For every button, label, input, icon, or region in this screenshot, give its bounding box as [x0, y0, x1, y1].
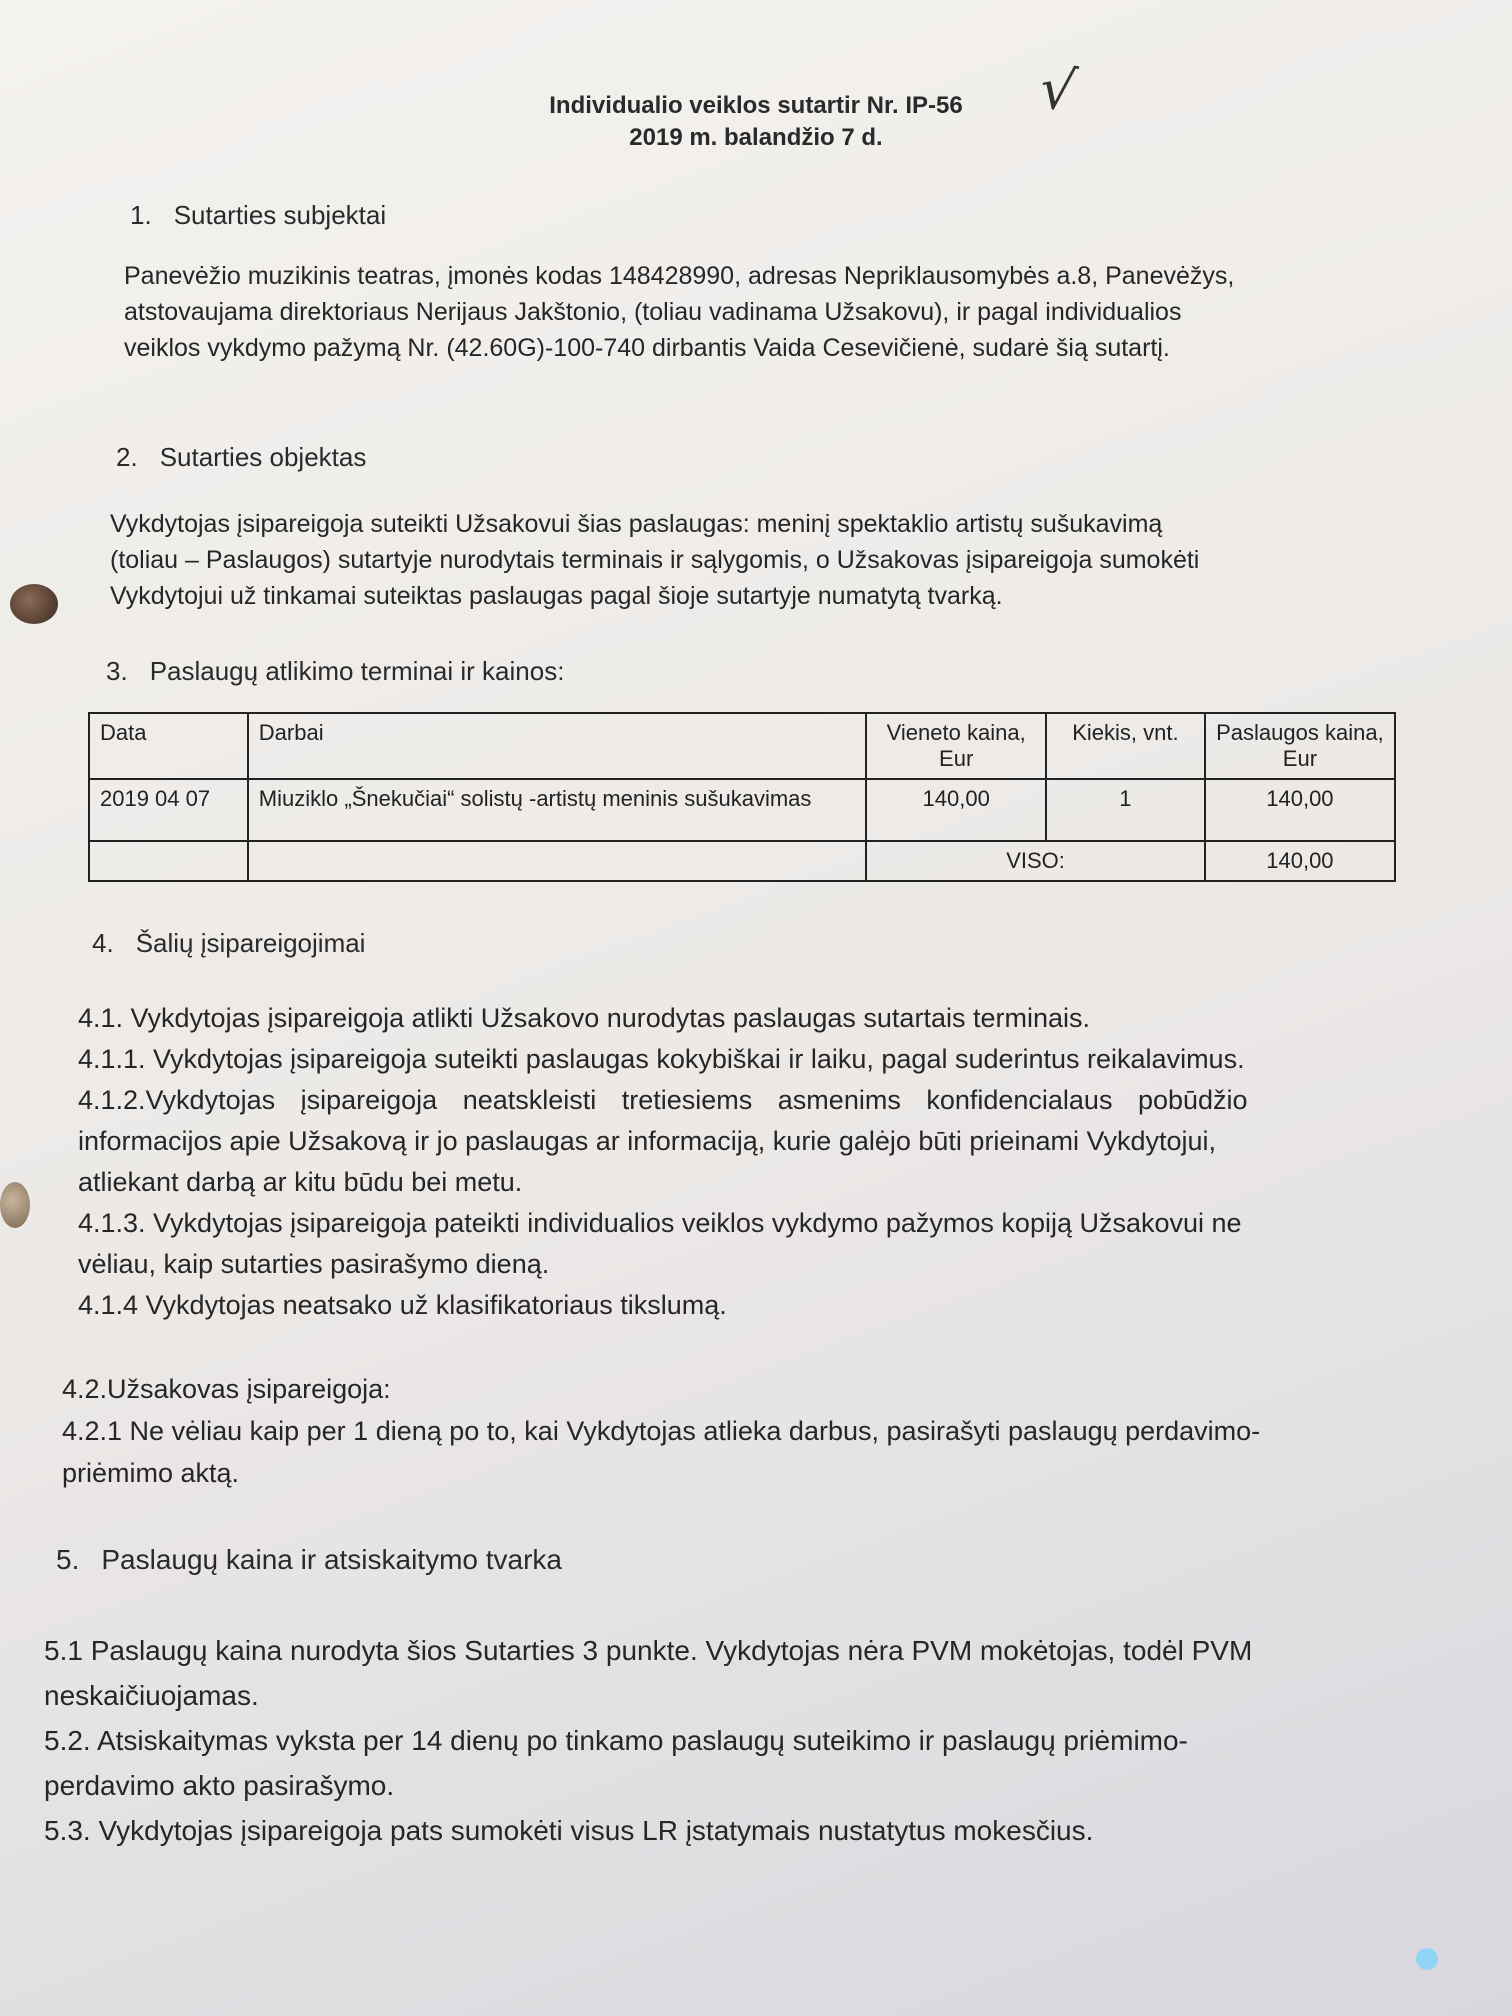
paragraph-line: 4.1.2.Vykdytojas įsipareigoja neatskleisti tretiesiems asmenims konfidencialaus pobūdžio: [78, 1085, 1248, 1115]
section-5-heading: [56, 1544, 562, 1576]
paragraph-line: 5.3. Vykdytojas įsipareigoja pats sumokėti visus LR įstatymais nustatytus mokesčius.: [44, 1815, 1094, 1846]
paragraph-line: vėliau, kaip sutarties pasirašymo dieną.: [78, 1249, 550, 1279]
table-header-row: [89, 713, 1395, 779]
paragraph-line: veiklos vykdymo pažymą Nr. (42.60G)-100-740 dirbantis Vaida Cesevičienė, sudarė šią sutartį.: [124, 334, 1170, 362]
paragraph-line: 5.2. Atsiskaitymas vyksta per 14 dienų po tinkamo paslaugų suteikimo ir paslaugų priėmimo-: [44, 1725, 1188, 1756]
section-title: Šalių įsipareigojimai: [135, 928, 366, 958]
paragraph-line: 4.2.Užsakovas įsipareigoja:: [62, 1374, 391, 1404]
header-cell-unit-price: Vieneto kaina, Eur: [866, 713, 1046, 779]
punch-hole: [10, 584, 58, 624]
section-2-heading: [116, 442, 366, 473]
paragraph-line: (toliau – Paslaugos) sutartyje nurodytais terminais ir sąlygomis, o Užsakovas įsipareigoja sumokėti: [110, 546, 1200, 574]
header-cell-work: Darbai: [248, 713, 867, 779]
cell-date: 2019 04 07: [89, 779, 248, 841]
paragraph-line: Vykdytojui už tinkamai suteiktas paslaugas pagal šioje sutartyje numatytą tvarką.: [110, 582, 1003, 610]
section-number: 4.: [92, 928, 114, 958]
paragraph-line: Panevėžio muzikinis teatras, įmonės kodas 148428990, adresas Nepriklausomybės a.8, Panevėžys,: [124, 262, 1235, 290]
paragraph-line: 4.2.1 Ne vėliau kaip per 1 dieną po to, kai Vykdytojas atlieka darbus, pasirašyti paslaugų perdavimo-: [62, 1416, 1261, 1446]
paragraph-line: atliekant darbą ar kitu būdu bei metu.: [78, 1167, 523, 1197]
section-title: Sutarties subjektai: [173, 200, 387, 230]
paragraph-line: atstovaujama direktoriaus Nerijaus Jakštonio, (toliau vadinama Užsakovu), ir pagal individualios: [124, 298, 1182, 326]
cell-total: 140,00: [1205, 841, 1395, 881]
section-1-heading: [130, 200, 386, 231]
check-mark: √: [1035, 55, 1081, 126]
paragraph-line: 5.1 Paslaugų kaina nurodyta šios Sutarties 3 punkte. Vykdytojas nėra PVM mokėtojas, todėl PVM: [44, 1635, 1253, 1666]
section-4-heading: [92, 928, 365, 959]
section-number: 3.: [106, 656, 128, 686]
section-title: Paslaugų atlikimo terminai ir kainos:: [149, 656, 565, 686]
paragraph-line: neskaičiuojamas.: [44, 1680, 259, 1711]
section-title: Paslaugų kaina ir atsiskaitymo tvarka: [101, 1544, 563, 1575]
header-cell-date: Data: [89, 713, 248, 779]
paragraph-line: Vykdytojas įsipareigoja suteikti Užsakovui šias paslaugas: meninį spektaklio artistų sušukavimą: [110, 510, 1163, 538]
cell-empty: [89, 841, 248, 881]
cell-empty: [248, 841, 867, 881]
document-date: 2019 m. balandžio 7 d.: [629, 124, 883, 151]
section-3-heading: [106, 656, 564, 687]
title-text: Individualio veiklos sutartir Nr. IP-56: [549, 92, 963, 119]
punch-hole: [0, 1182, 30, 1228]
paragraph-line: 4.1. Vykdytojas įsipareigoja atlikti Užsakovo nurodytas paslaugas sutartais terminais.: [78, 1003, 1090, 1033]
paragraph-line: priėmimo aktą.: [62, 1458, 240, 1488]
cell-work: Miuziklo „Šnekučiai“ solistų -artistų meninis sušukavimas: [248, 779, 867, 841]
paragraph-line: 4.1.3. Vykdytojas įsipareigoja pateikti individualios veiklos vykdymo pažymos kopiją Užsakovui ne: [78, 1208, 1242, 1238]
cell-total-label: VISO:: [866, 841, 1205, 881]
cell-unit-price: 140,00: [866, 779, 1046, 841]
table-total-row: [89, 841, 1395, 881]
section-4-2-text: [62, 1368, 1442, 1494]
document-title: [0, 92, 1512, 120]
section-number: 2.: [116, 442, 138, 472]
section-1-text: [124, 258, 1356, 366]
cell-price: 140,00: [1205, 779, 1395, 841]
paragraph-line: informacijos apie Užsakovą ir jo paslaugas ar informaciją, kurie galėjo būti prieinami Vykdytojui,: [78, 1126, 1217, 1156]
paragraph-line: 4.1.4 Vykdytojas neatsako už klasifikatoriaus tikslumą.: [78, 1290, 727, 1320]
services-table: [88, 712, 1396, 882]
blue-dot-marker: [1416, 1948, 1438, 1970]
section-number: 5.: [56, 1544, 80, 1575]
section-title: Sutarties objektas: [159, 442, 367, 472]
section-2-text: [110, 506, 1380, 614]
section-5-text: [44, 1628, 1464, 1853]
table-row: [89, 779, 1395, 841]
paragraph-line: perdavimo akto pasirašymo.: [44, 1770, 395, 1801]
paragraph-line: 4.1.1. Vykdytojas įsipareigoja suteikti paslaugas kokybiškai ir laiku, pagal suderintus reikalavimus.: [78, 1044, 1245, 1074]
section-number: 1.: [130, 200, 152, 230]
section-4-text: [78, 998, 1418, 1326]
header-cell-price: Paslaugos kaina, Eur: [1205, 713, 1395, 779]
cell-quantity: 1: [1046, 779, 1205, 841]
header-cell-quantity: Kiekis, vnt.: [1046, 713, 1205, 779]
